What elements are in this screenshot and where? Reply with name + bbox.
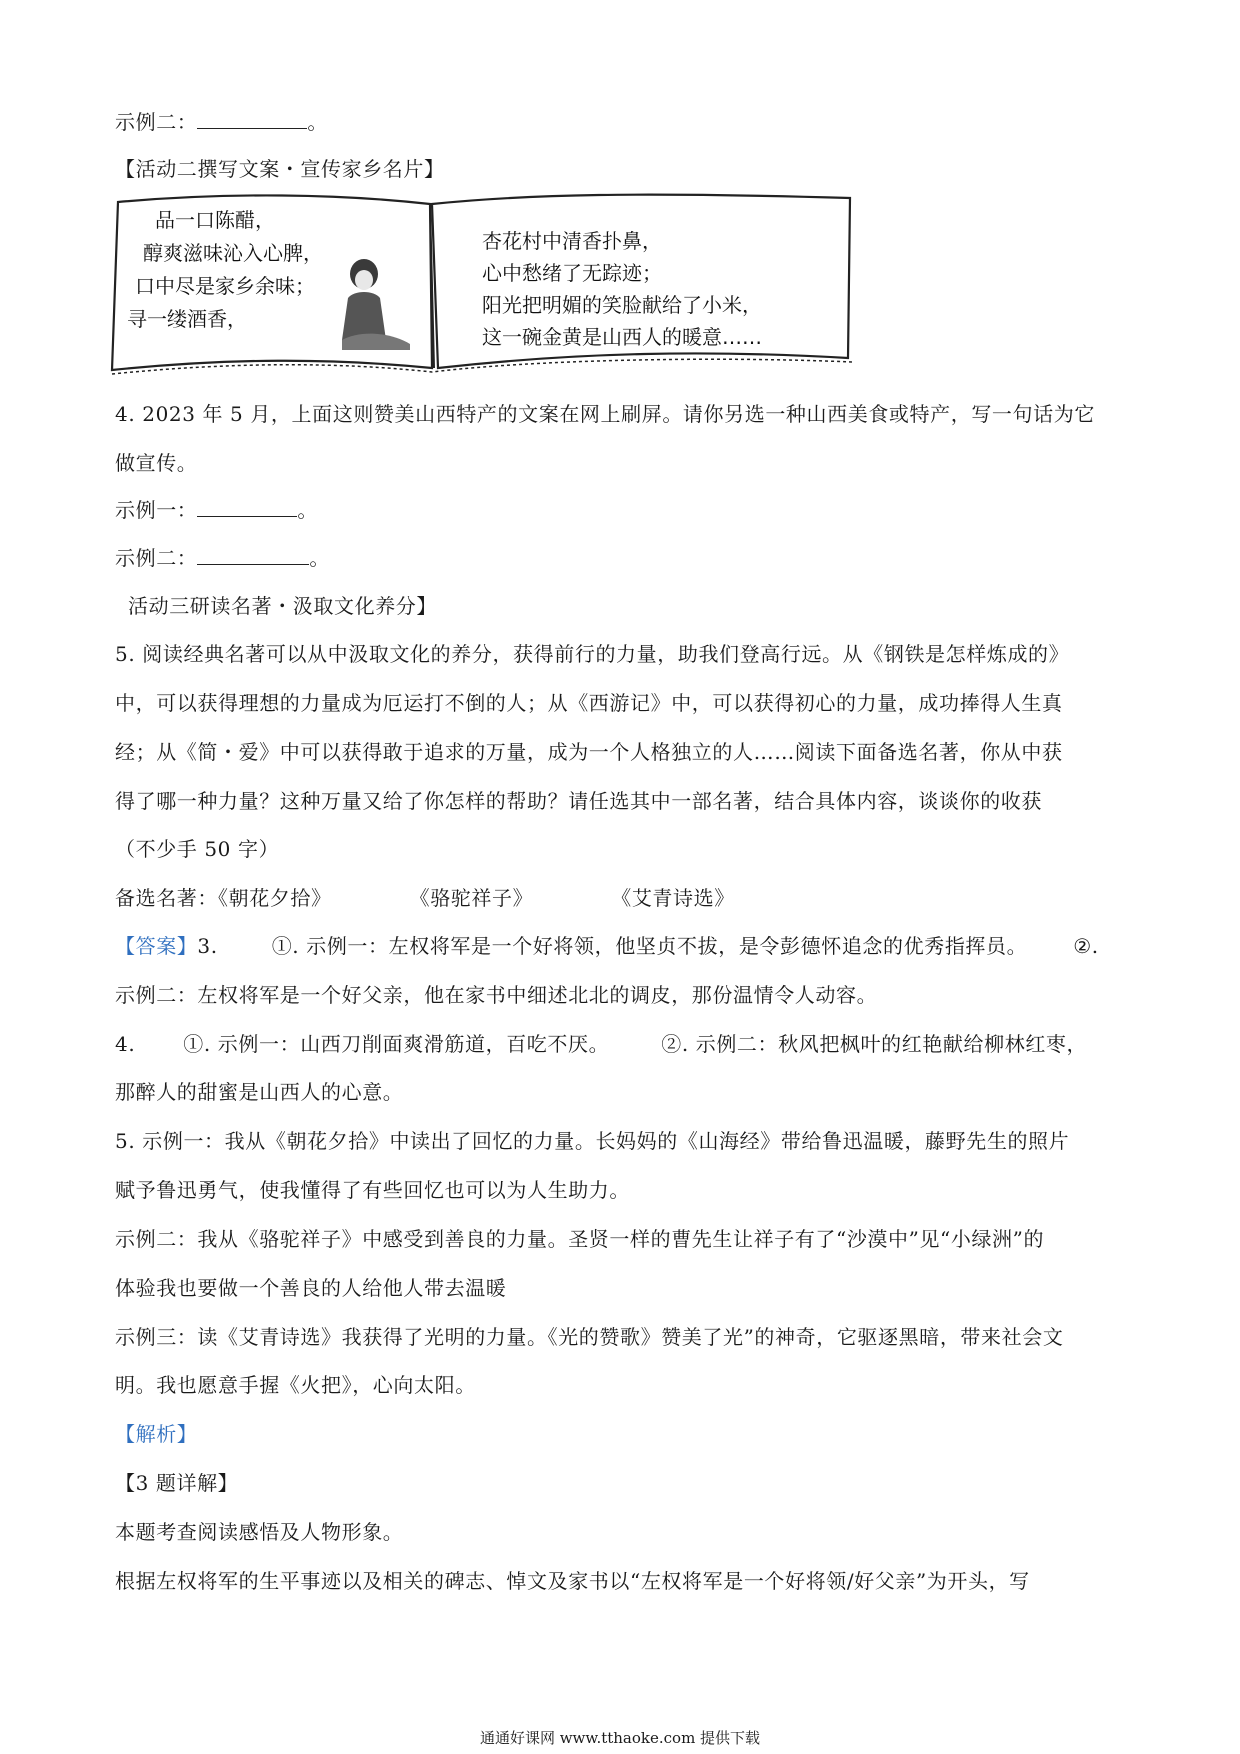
question-5-line-4: 得了哪一种力量？这种万量又给了你怎样的帮助？请任选其中一部名著，结合具体内容，谈谈你的收获 bbox=[115, 789, 1042, 813]
answer-tag: 【答案】 bbox=[115, 934, 198, 958]
question-3-detail-heading: 【3 题详解】 bbox=[115, 1471, 239, 1495]
question-4-example-one: 示例一： 。 bbox=[115, 498, 319, 522]
figure-drawing bbox=[342, 259, 410, 350]
answer-blank bbox=[197, 110, 307, 129]
answer-5-line-4: 体验我也要做一个善良的人给他人带去温暖 bbox=[115, 1276, 507, 1300]
candidate-book-1: 《朝花夕拾》 bbox=[218, 886, 332, 910]
page-footer: 通通好课网 www.tthaoke.com 提供下载 bbox=[479, 1729, 761, 1747]
question-3-detail-text-1: 本题考查阅读感悟及人物形象。 bbox=[115, 1520, 404, 1544]
example-two-label: 示例二： bbox=[115, 110, 198, 134]
answer-3-line-2: 示例二：左权将军是一个好父亲，他在家书中细述北北的调皮，那份温情令人动容。 bbox=[115, 983, 878, 1007]
answer-5-line-1: 5. 示例一：我从《朝花夕拾》中读出了回忆的力量。长妈妈的《山海经》带给鲁迅温暖，藤野先生的照片 bbox=[115, 1129, 1070, 1153]
question-4-example-two: 示例二： 。 bbox=[115, 546, 331, 570]
candidate-books-line bbox=[115, 884, 735, 912]
analysis-tag: 【解析】 bbox=[115, 1422, 198, 1446]
answer-blank bbox=[197, 498, 297, 517]
question-5-line-1: 5. 阅读经典名著可以从中汲取文化的养分，获得前行的力量，助我们登高行远。从《钢铁是怎样炼成的》 bbox=[115, 642, 1070, 666]
question-5-line-3: 经；从《简・爱》中可以获得敢于追求的万量，成为一个人格独立的人……阅读下面备选名著，你从中获 bbox=[115, 740, 1063, 764]
book-left-line-3: 口中尽是家乡余味； bbox=[135, 274, 315, 298]
candidate-books-label: 备选名著： bbox=[115, 886, 218, 910]
answer-4-line: 4. ①. 示例一：山西刀削面爽滑筋道，百吃不厌。 ②. 示例二：秋风把枫叶的红艳献给柳林红枣， bbox=[115, 1032, 1088, 1056]
book-right-line-2: 心中愁绪了无踪迹； bbox=[482, 261, 662, 285]
answer-5-line-5: 示例三：读《艾青诗选》我获得了光明的力量。《光的赞歌》赞美了光”的神奇，它驱逐黑暗，带来社会文 bbox=[115, 1325, 1064, 1349]
answer-5-line-3: 示例二：我从《骆驼祥子》中感受到善良的力量。圣贤一样的曹先生让祥子有了“沙漠中”见“小绿洲”的 bbox=[115, 1227, 1045, 1251]
question-5-line-5: （不少手 50 字） bbox=[115, 837, 280, 861]
question-3-detail-text-2: 根据左权将军的生平事迹以及相关的碑志、悼文及家书以“左权将军是一个好将领/好父亲”为开头，写 bbox=[115, 1569, 1030, 1593]
answer-4-line-2: 那醉人的甜蜜是山西人的心意。 bbox=[115, 1080, 404, 1104]
book-left-line-1: 品一口陈醋， bbox=[155, 208, 275, 232]
book-left-line-4: 寻一缕酒香， bbox=[127, 307, 247, 331]
question-5-line-2: 中，可以获得理想的力量成为厄运打不倒的人；从《西游记》中，可以获得初心的力量，成功捧得人生真 bbox=[115, 691, 1063, 715]
answer-5-line-2: 赋予鲁迅勇气，使我懂得了有些回忆也可以为人生助力。 bbox=[115, 1178, 630, 1202]
book-right-line-3: 阳光把明媚的笑脸献给了小米， bbox=[482, 293, 762, 317]
book-right-line-4: 这一碗金黄是山西人的暖意…… bbox=[482, 325, 762, 349]
candidate-book-2: 《骆驼祥子》 bbox=[409, 886, 534, 910]
question-4-line-1: 4. 2023 年 5 月，上面这则赞美山西特产的文案在网上刷屏。请你另选一种山西美食或特产，写一句话为它 bbox=[115, 402, 1095, 426]
candidate-book-3: 《艾青诗选》 bbox=[611, 886, 735, 910]
book-left-line-2: 醇爽滋味沁入心脾， bbox=[143, 241, 323, 265]
answer-3-line: 【答案】3. ①. 示例一：左权将军是一个好将领，他坚贞不拔，是令彭德怀追念的优秀指挥员。 ②. bbox=[115, 934, 1099, 958]
book-right-line-1: 杏花村中清香扑鼻， bbox=[482, 229, 662, 253]
example-two-line: 示例二： 。 bbox=[115, 110, 329, 134]
answer-5-line-6: 明。我也愿意手握《火把》，心向太阳。 bbox=[115, 1373, 476, 1397]
question-4-line-2: 做宣传。 bbox=[115, 451, 198, 475]
activity-three-heading: 活动三研读名著・汲取文化养分】 bbox=[128, 594, 437, 618]
activity-two-heading: 【活动二撰写文案・宣传家乡名片】 bbox=[115, 157, 445, 181]
answer-blank bbox=[197, 546, 309, 565]
